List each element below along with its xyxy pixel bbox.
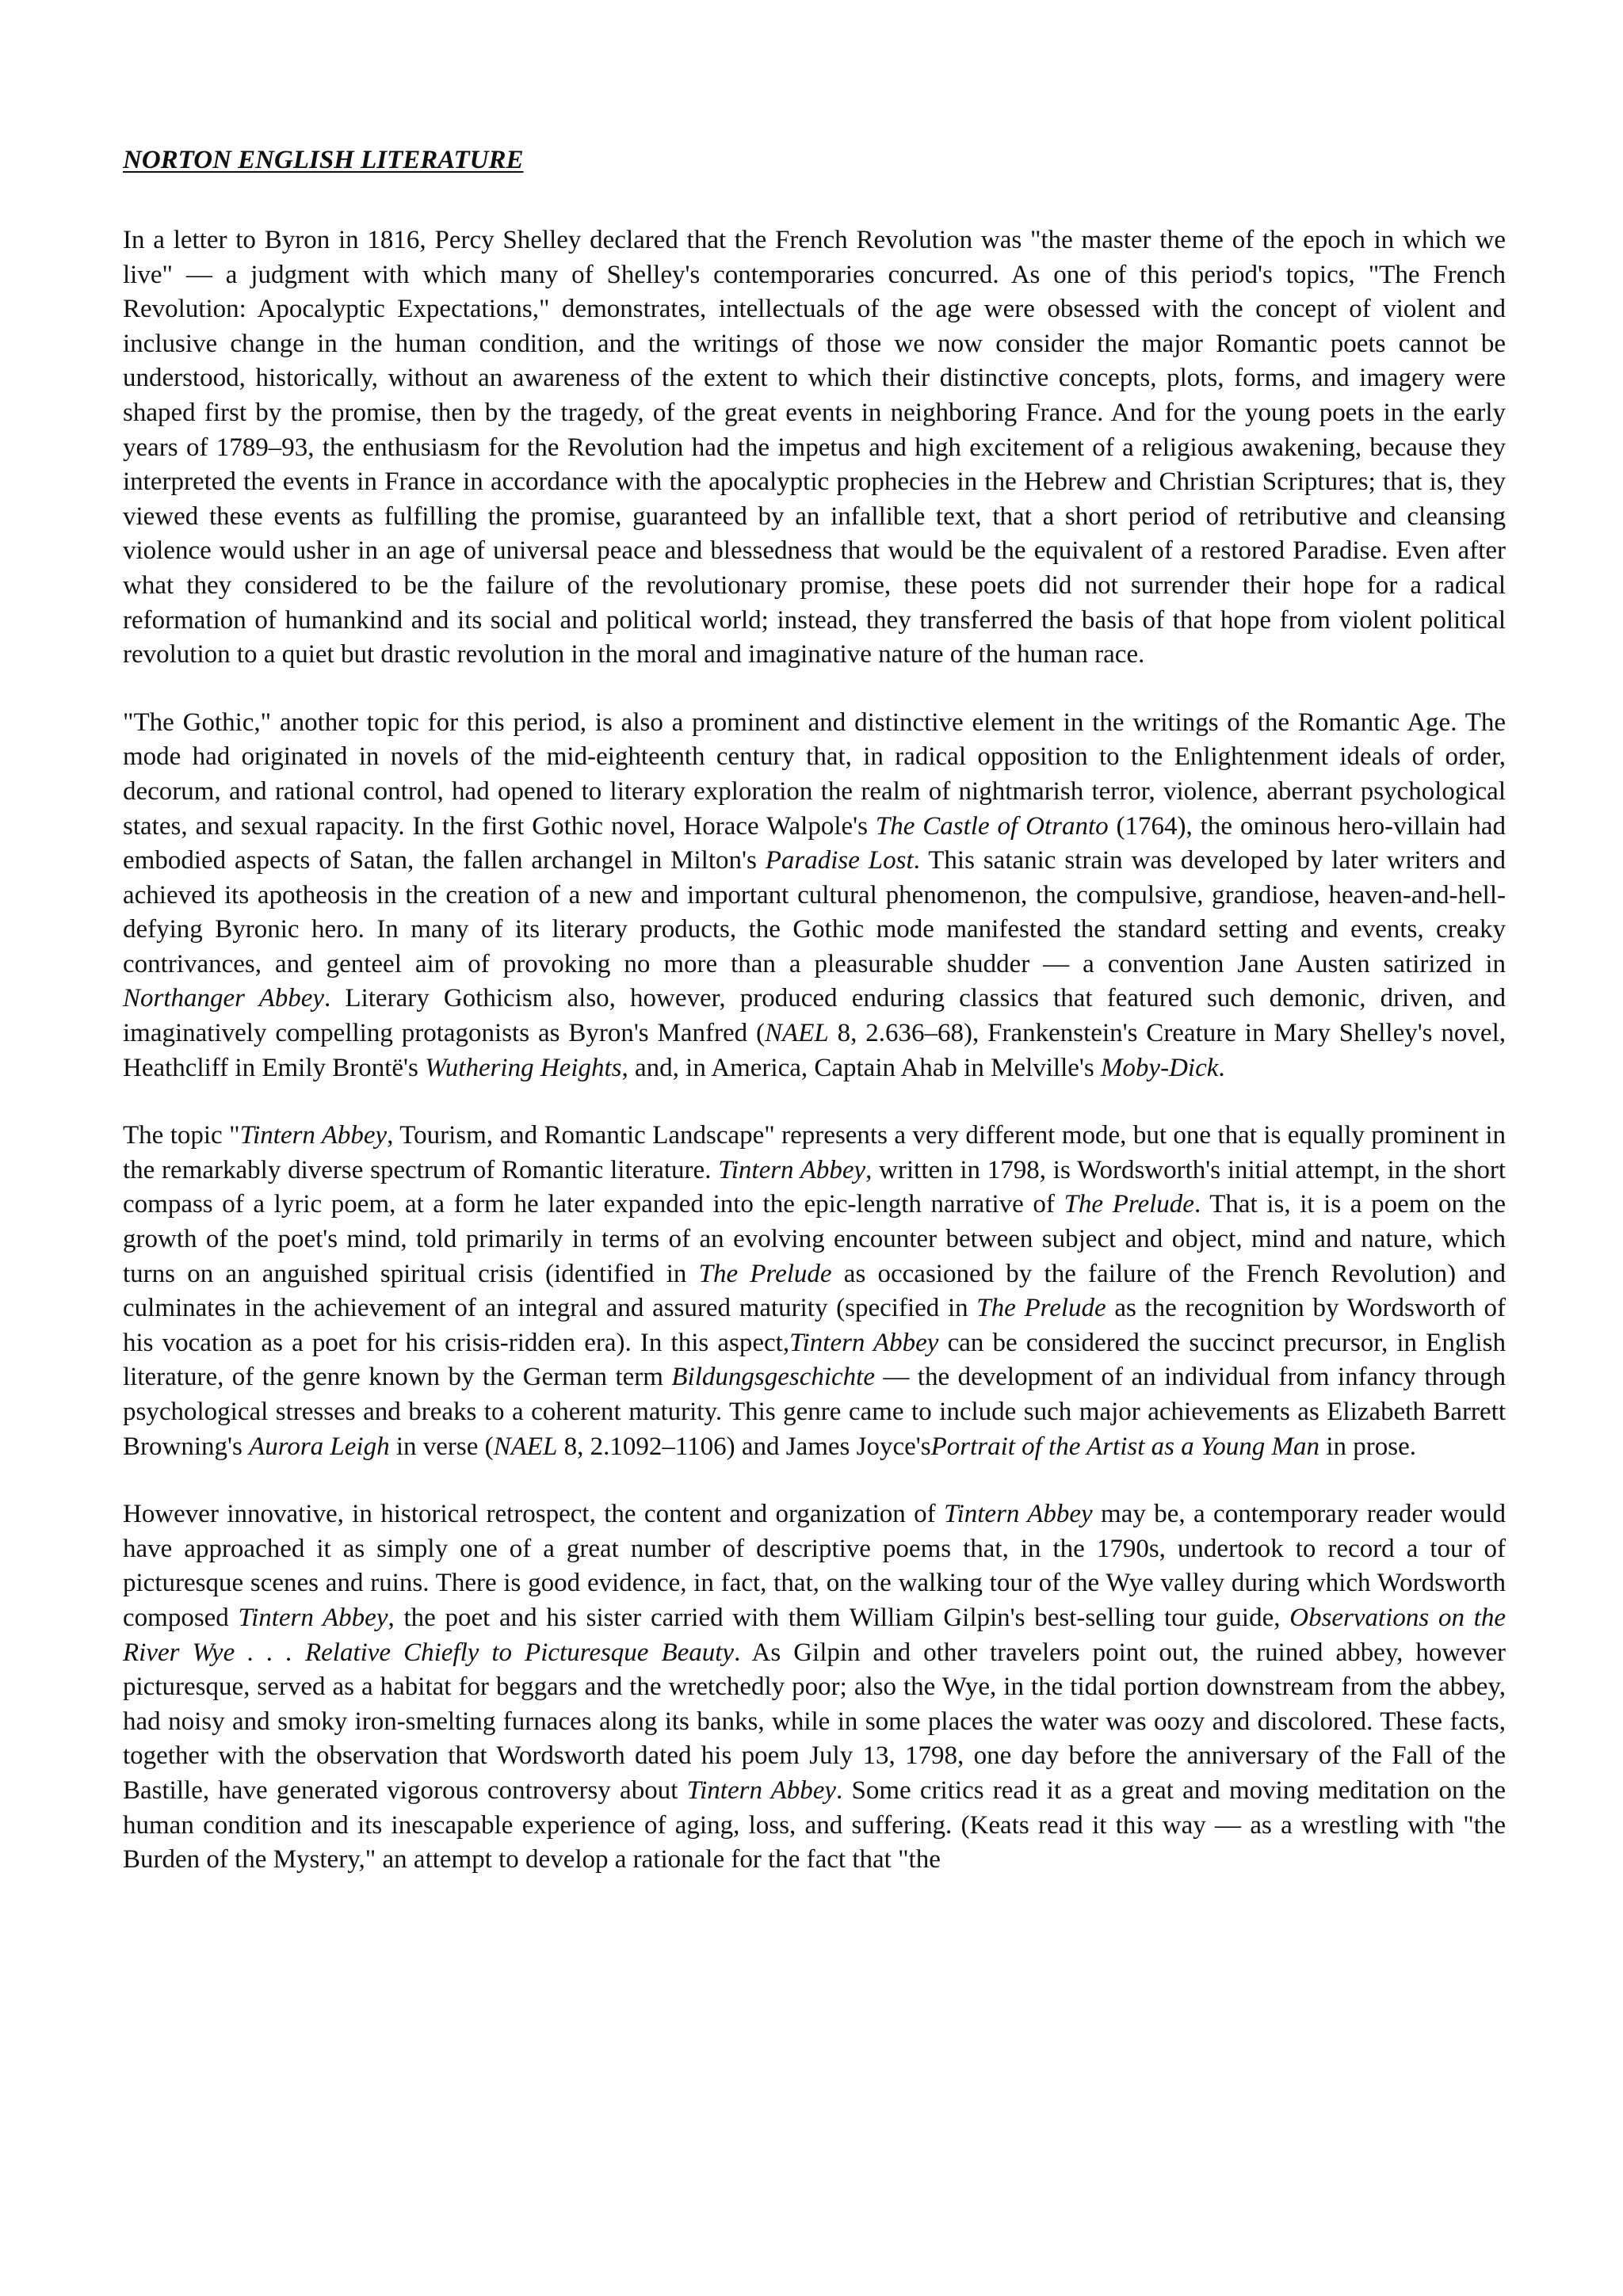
document-page bbox=[123, 143, 1506, 1911]
paragraph-gothic bbox=[123, 706, 1506, 1086]
paragraph-text: may be, a contemporary reader would have approached it as simply one of a great number of descriptive poems that, in the 1790s, undertook to record a tour of picturesque scenes and ruins. There is good evidence, in fact, that, on the walking tour of the Wye valley during which Wordsworth composed bbox=[123, 1500, 1507, 1632]
paragraph-text: 8, 2.636–68), Frankenstein's Creature in Mary Shelley's novel, Heathcliff in Emily Brontë's bbox=[123, 1019, 1506, 1082]
paragraph-text: . bbox=[1218, 1053, 1225, 1082]
paragraph-text: However innovative, in historical retrospect, the content and organization of bbox=[123, 1500, 945, 1529]
paragraph-text: (1764), the ominous hero-villain had embodied aspects of Satan, the fallen archangel in Milton's bbox=[123, 811, 1506, 875]
paragraph-text: , written in 1798, is Wordsworth's initial attempt, in the short compass of a lyric poem, at a form he later expanded into the epic-length narrative of bbox=[123, 1155, 1506, 1219]
paragraph-text: The topic " bbox=[123, 1121, 240, 1150]
italic-title-text: Tintern Abbey bbox=[239, 1121, 388, 1150]
paragraph-text: 8, 2.1092–1106) and James Joyce's bbox=[557, 1432, 931, 1461]
paragraph-tintern-abbey bbox=[123, 1119, 1506, 1464]
italic-title-text: The Castle of Otranto bbox=[875, 811, 1109, 841]
paragraph-text: In a letter to Byron in 1816, Percy Shelley declared that the French Revolution was "the master theme of the epoch in which we live" — a judgment with which many of Shelley's contemporaries concurred. As one of this period's topics, "The French Revolution: Apocalyptic Expectations," demonstrates, intellectuals of the age were obsessed with the concept of violent and inclusive change in the human condition, and the writings of those we now consider the major Romantic poets cannot be understood, historically, without an awareness of the extent to which their distinctive concepts, plots, forms, and imagery were shaped first by the promise, then by the tragedy, of the great events in neighboring France. And for the young poets in the early years of 1789–93, the enthusiasm for the Revolution had the impetus and high excitement of a religious awakening, because they interpreted the events in France in accordance with the apocalyptic prophecies in the Hebrew and Christian Scriptures; that is, they viewed these events as fulfilling the promise, guaranteed by an infallible text, that a short period of retributive and cleansing violence would usher in an age of universal peace and blessedness that would be the equivalent of a restored Paradise. Even after what they considered to be the failure of the revolutionary promise, these poets did not surrender their hope for a radical reformation of humankind and its social and political world; instead, they transferred the basis of that hope from violent political revolution to a quiet but drastic revolution in the moral and imaginative nature of the human race. bbox=[123, 226, 1506, 669]
italic-title-text: The Prelude bbox=[976, 1294, 1106, 1323]
italic-title-text: Tintern Abbey bbox=[686, 1775, 837, 1805]
italic-title-text: Bildungsgeschichte bbox=[671, 1363, 875, 1392]
italic-title-text: Paradise Lost bbox=[765, 846, 914, 875]
paragraph-text: in prose. bbox=[1319, 1432, 1416, 1461]
paragraph-text: as the recognition by Wordsworth of his vocation as a poet for his crisis-ridden era). In this aspect, bbox=[123, 1294, 1506, 1357]
paragraph-text: . This satanic strain was developed by later writers and achieved its apotheosis in the creation of a new and important cultural phenomenon, the compulsive, grandiose, heaven-and-hell-defying Byronic hero. In many of its literary products, the Gothic mode manifested the standard setting and events, creaky contrivances, and genteel aim of provoking no more than a pleasurable shudder — a convention Jane Austen satirized in bbox=[123, 846, 1507, 978]
paragraph-text: — the development of an individual from infancy through psychological stresses and breaks to a coherent maturity. This genre came to include such major achievements as Elizabeth Barrett Browning's bbox=[123, 1363, 1506, 1461]
paragraph-text: as occasioned by the failure of the French Revolution) and culminates in the achievement of an integral and assured maturity (specified in bbox=[123, 1259, 1506, 1323]
document-title: NORTON ENGLISH LITERATURE bbox=[123, 146, 524, 174]
italic-title-text: The Prelude bbox=[698, 1259, 832, 1288]
italic-title-text: Portrait of the Artist as a Young Man bbox=[930, 1432, 1320, 1461]
italic-title-text: Moby-Dick bbox=[1100, 1053, 1219, 1082]
paragraph-text: in verse ( bbox=[389, 1432, 494, 1461]
italic-title-text: Wuthering Heights bbox=[425, 1053, 622, 1082]
paragraph-text: . That is, it is a poem on the growth of the poet's mind, told primarily in terms of an evolving encounter between subject and object, mind and nature, which turns on an anguished spiritual crisis (identified in bbox=[123, 1190, 1506, 1288]
italic-title-text: Tintern Abbey bbox=[789, 1328, 939, 1357]
italic-title-text: NAEL bbox=[493, 1432, 558, 1461]
paragraph-text: . Some critics read it as a great and moving meditation on the human condition and its inescapable experience of aging, loss, and suffering. (Keats read it this way — as a wrestling with "the Burden of the Mystery," an attempt to develop a rationale for the fact that "the bbox=[123, 1775, 1506, 1875]
italic-title-text: Aurora Leigh bbox=[249, 1432, 390, 1461]
paragraph-text: can be considered the succinct precursor, in English literature, of the genre known by the German term bbox=[123, 1328, 1507, 1392]
paragraph-text: . As Gilpin and other travelers point out, the ruined abbey, however picturesque, served as a habitat for beggars and the wretchedly poor; also the Wye, in the tidal portion downstream from the abbey, had noisy and smoky iron-smelting furnaces along its banks, while in some places the water was oozy and discolored. These facts, together with the observation that Wordsworth dated his poem July 13, 1798, one day before the anniversary of the Fall of the Bastille, have generated vigorous controversy about bbox=[123, 1638, 1506, 1805]
italic-title-text: NAEL bbox=[765, 1019, 829, 1048]
italic-title-text: Tintern Abbey bbox=[718, 1155, 866, 1184]
paragraph-text: , the poet and his sister carried with them William Gilpin's best-selling tour guide, bbox=[388, 1603, 1290, 1632]
paragraph-text: , Tourism, and Romantic Landscape" represents a very different mode, but one that is equally prominent in the remarkably diverse spectrum of Romantic literature. bbox=[123, 1121, 1506, 1184]
italic-title-text: Tintern Abbey bbox=[944, 1500, 1093, 1529]
paragraph-tourism bbox=[123, 1497, 1506, 1878]
paragraph-text: "The Gothic," another topic for this period, is also a prominent and distinctive element in the writings of the Romantic Age. The mode had originated in novels of the mid-eighteenth century that, in radical opposition to the Enlightenment ideals of order, decorum, and rational control, had opened to literary exploration the realm of nightmarish terror, violence, aberrant psychological states, and sexual rapacity. In the first Gothic novel, Horace Walpole's bbox=[123, 707, 1506, 841]
italic-title-text: The Prelude bbox=[1064, 1190, 1194, 1219]
paragraph-text: , and, in America, Captain Ahab in Melville's bbox=[621, 1053, 1101, 1082]
italic-title-text: Northanger Abbey bbox=[123, 984, 325, 1013]
italic-title-text: Observations on the River Wye . . . Relative Chiefly to Picturesque Beauty bbox=[123, 1603, 1506, 1667]
paragraph-french-revolution bbox=[123, 223, 1506, 673]
paragraph-text: . Literary Gothicism also, however, produced enduring classics that featured such demonic, driven, and imaginatively compelling protagonists as Byron's Manfred ( bbox=[123, 984, 1507, 1048]
italic-title-text: Tintern Abbey bbox=[238, 1603, 388, 1632]
